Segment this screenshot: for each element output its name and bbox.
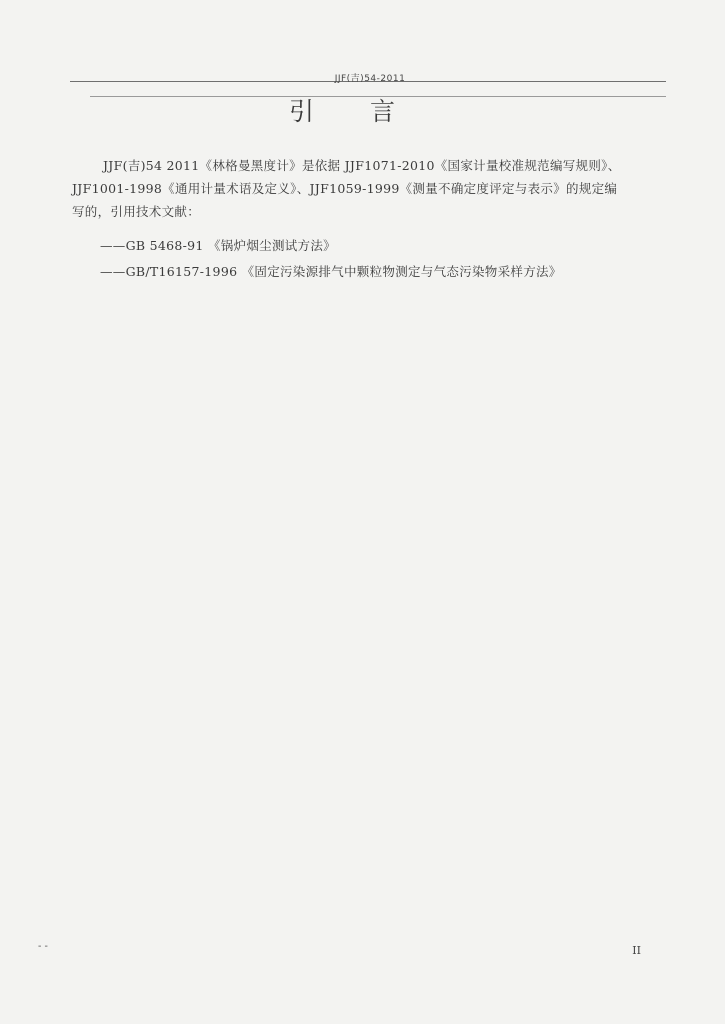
intro-paragraph (72, 154, 666, 223)
page-number: II (632, 944, 641, 957)
reference-item: ——GB/T16157-1996 《固定污染源排气中颗粒物测定与气态污染物采样方法》 (100, 264, 562, 279)
introduction-body (72, 154, 666, 286)
reference-item: ——GB 5468-91 《锅炉烟尘测试方法》 (100, 238, 336, 253)
intro-line: JJF1001-1998《通用计量术语及定义》、JJF1059-1999《测量不确定度评定与表示》的规定编 (72, 181, 618, 196)
page-title: 引言 (288, 97, 451, 126)
reference-list (86, 234, 666, 283)
intro-line: 写的，引用技术文献： (72, 204, 201, 219)
intro-line: JJF(吉)54 2011《林格曼黑度计》是依据 JJF1071-2010《国家计量校准规范编写规则》、 (103, 158, 621, 173)
scan-mark: - - (38, 941, 48, 952)
standard-code: JJF(吉)54-2011 (334, 74, 406, 84)
